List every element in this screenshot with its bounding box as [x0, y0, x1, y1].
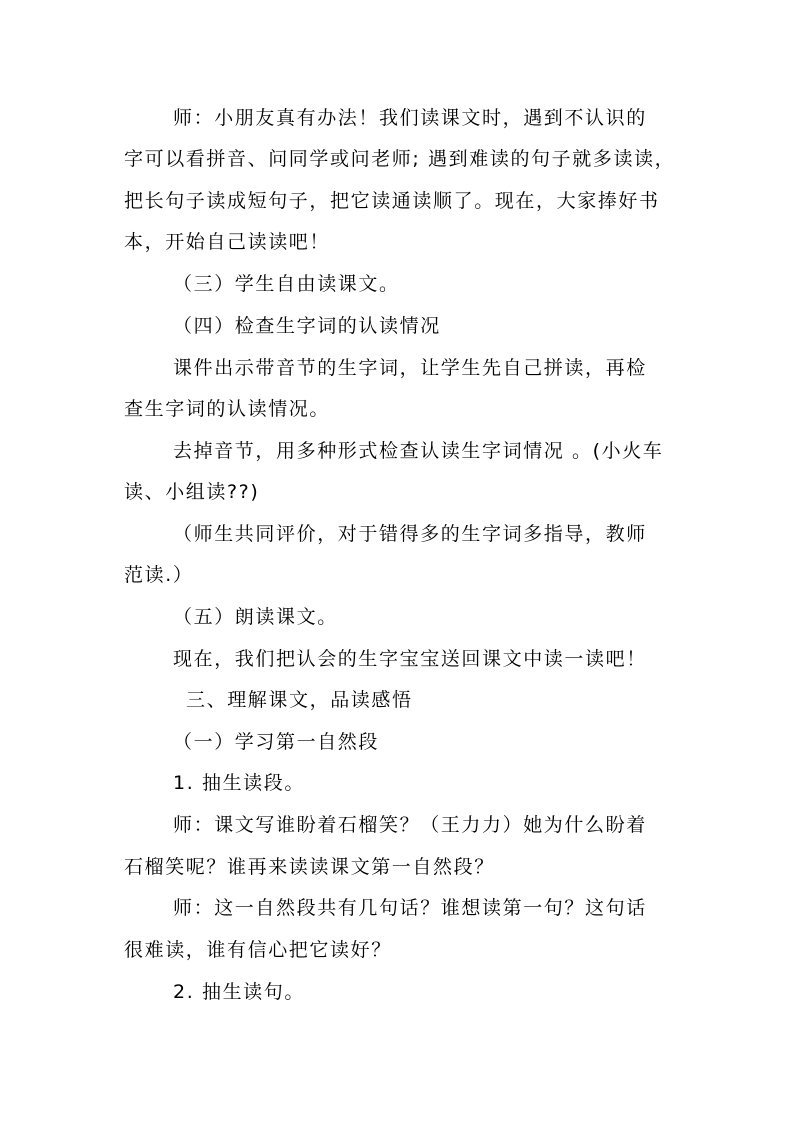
paragraph-line: 字可以看拼音、问同学或问老师; 遇到难读的句子就多读读，	[124, 148, 676, 170]
list-item: 1. 抽生读段。	[173, 772, 305, 794]
paragraph-line: 课件出示带音节的生字词，让学生先自己拼读，再检	[173, 357, 647, 379]
section-heading: 三、理解课文，品读感悟	[186, 689, 413, 711]
list-item: 2. 抽生读句。	[173, 981, 305, 1003]
section-heading: （五）朗读课文。	[173, 606, 338, 628]
paragraph-line: 范读.）	[124, 564, 194, 586]
section-heading: （一）学习第一自然段	[173, 731, 380, 753]
paragraph-line: 师：课文写谁盼着石榴笑？（王力力）她为什么盼着	[173, 814, 647, 836]
section-heading: （三）学生自由读课文。	[173, 273, 400, 295]
paragraph-line: 师：这一自然段共有几句话？谁想读第一句？这句话	[173, 897, 647, 919]
paragraph-line: 很难读，谁有信心把它读好？	[124, 939, 392, 961]
section-heading: （四）检查生字词的认读情况	[173, 315, 441, 337]
paragraph-line: 本，开始自己读读吧！	[124, 231, 331, 253]
paragraph-line: 现在，我们把认会的生字宝宝送回课文中读一读吧！	[173, 648, 647, 670]
paragraph-line: 石榴笑呢？谁再来读读课文第一自然段？	[124, 856, 495, 878]
paragraph-line: 把长句子读成短句子，把它读通读顺了。现在，大家捧好书	[124, 190, 660, 212]
paragraph-line: 师：小朋友真有办法！我们读课文时，遇到不认识的	[173, 107, 647, 129]
paragraph-line: 读、小组读??)	[124, 481, 260, 503]
paragraph-line: （师生共同评价，对于错得多的生字词多指导，教师	[173, 523, 647, 545]
paragraph-line: 查生字词的认读情况。	[124, 398, 331, 420]
paragraph-line: 去掉音节，用多种形式检查认读生字词情况 。(小火车	[173, 440, 664, 462]
